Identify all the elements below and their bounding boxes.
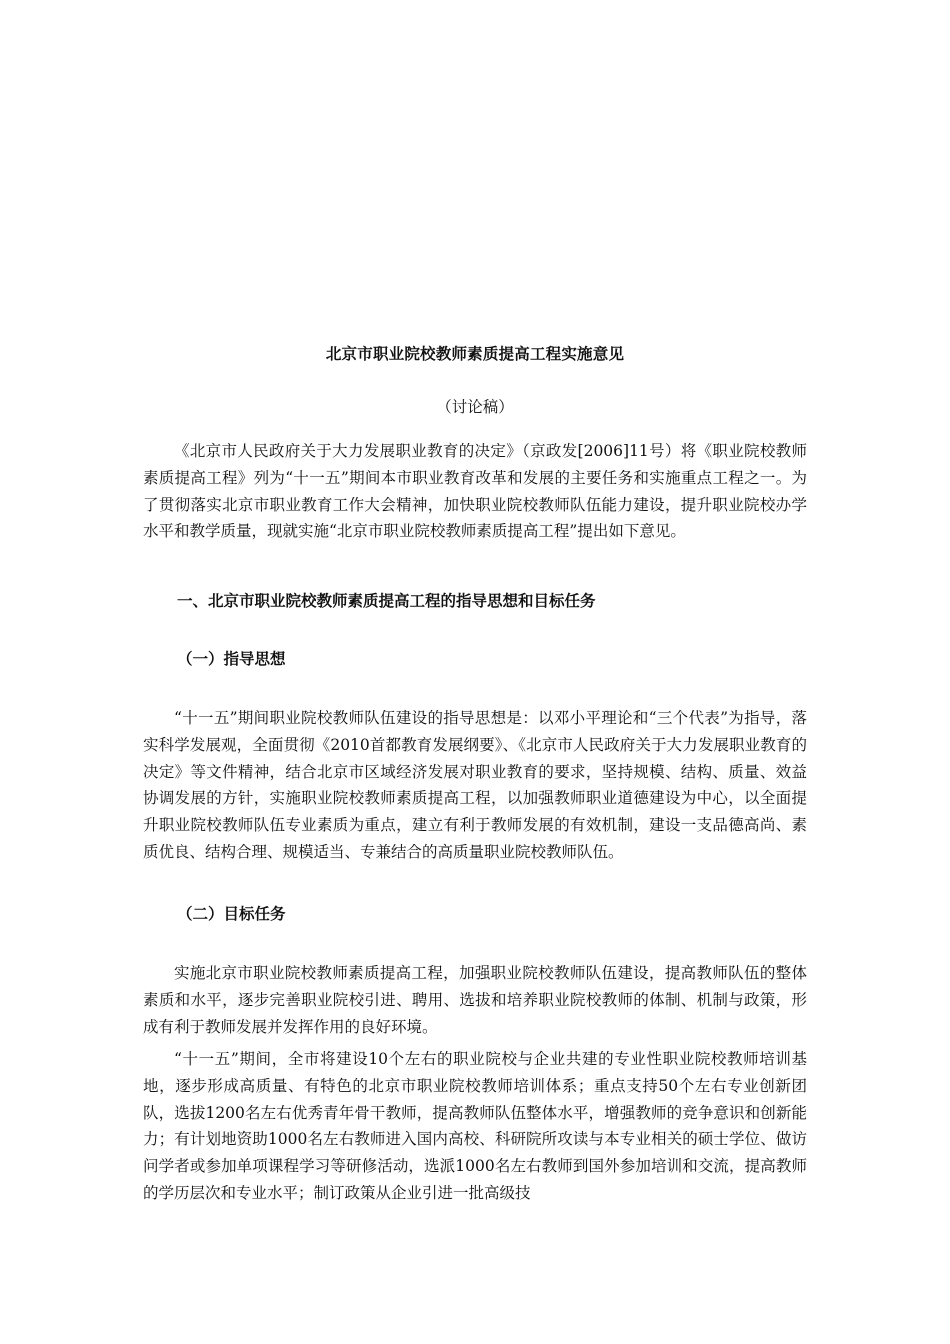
document-subtitle: （讨论稿） <box>436 398 514 416</box>
intro-paragraph: 《北京市人民政府关于大力发展职业教育的决定》（京政发[2006]11号）将《职业院校教师素质提高工程》列为“十一五”期间本市职业教育改革和发展的主要任务和实施重点工程之一。为了贯彻落实北京市职业教育工作大会精神，加快职业院校教师队伍能力建设，提升职业院校办学水平和教学质量，现就实施“北京市职业院校教师素质提高工程”提出如下意见。 <box>143 442 807 541</box>
subsection-guiding-ideology-heading: （一）指导思想 <box>177 650 286 668</box>
section-1-heading: 一、北京市职业院校教师素质提高工程的指导思想和目标任务 <box>177 592 596 610</box>
subsection-goals-heading: （二）目标任务 <box>177 905 286 923</box>
goals-paragraph-2: “十一五”期间，全市将建设10个左右的职业院校与企业共建的专业性职业院校教师培训基地，逐步形成高质量、有特色的北京市职业院校教师培训体系；重点支持50个左右专业创新团队，选拔1200名左右优秀青年骨干教师，提高教师队伍整体水平，增强教师的竞争意识和创新能力；有计划地资助1000名左右教师进入国内高校、科研院所攻读与本专业相关的硕士学位、做访问学者或参加单项课程学习等研修活动，选派1000名左右教师到国外参加培训和交流，提高教师的学历层次和专业水平；制订政策从企业引进一批高级技 <box>143 1050 807 1202</box>
goals-paragraph-1: 实施北京市职业院校教师素质提高工程，加强职业院校教师队伍建设，提高教师队伍的整体素质和水平，逐步完善职业院校引进、聘用、选拔和培养职业院校教师的体制、机制与政策，形成有利于教师发展并发挥作用的良好环境。 <box>143 964 807 1036</box>
guiding-ideology-paragraph: “十一五”期间职业院校教师队伍建设的指导思想是：以邓小平理论和“三个代表”为指导，落实科学发展观，全面贯彻《2010首都教育发展纲要》、《北京市人民政府关于大力发展职业教育的决定》等文件精神，结合北京市区域经济发展对职业教育的要求，坚持规模、结构、质量、效益协调发展的方针，实施职业院校教师素质提高工程，以加强教师职业道德建设为中心，以全面提升职业院校教师队伍专业素质为重点，建立有利于教师发展的有效机制，建设一支品德高尚、素质优良、结构合理、规模适当、专兼结合的高质量职业院校教师队伍。 <box>143 709 807 861</box>
document-title: 北京市职业院校教师素质提高工程实施意见 <box>325 345 625 363</box>
